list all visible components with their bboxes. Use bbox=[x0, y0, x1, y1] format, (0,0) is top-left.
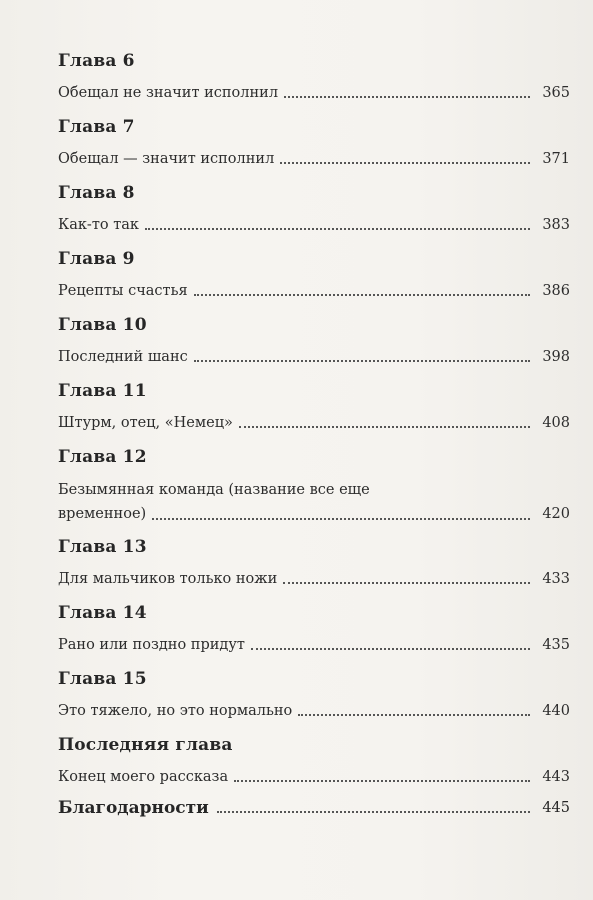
chapter-title: Штурм, отец, «Немец» bbox=[58, 415, 233, 431]
page-number: 445 bbox=[542, 800, 570, 816]
toc-chapter-15 bbox=[58, 668, 570, 734]
chapter-title-line-2: временное) bbox=[58, 506, 147, 522]
chapter-title: Рано или поздно придут bbox=[58, 637, 245, 653]
dot-leader bbox=[280, 162, 530, 164]
dot-leader bbox=[283, 582, 530, 584]
toc-chapter-12 bbox=[58, 446, 570, 536]
page-number: 371 bbox=[542, 151, 570, 167]
page-number: 443 bbox=[542, 769, 570, 785]
dot-leader bbox=[152, 518, 530, 520]
toc-entry-line-2 bbox=[58, 502, 570, 526]
acknowledgements-title: Благодарности bbox=[58, 798, 209, 818]
toc-chapter-14 bbox=[58, 602, 570, 668]
page-number: 386 bbox=[542, 283, 570, 299]
dot-leader bbox=[194, 360, 530, 362]
chapter-heading: Глава 7 bbox=[58, 117, 135, 137]
toc-chapter-6 bbox=[58, 50, 570, 116]
dot-leader bbox=[251, 648, 530, 650]
dot-leader bbox=[217, 811, 530, 813]
page-number: 408 bbox=[542, 415, 570, 431]
chapter-title: Обещал не значит исполнил bbox=[58, 85, 279, 101]
toc-entry bbox=[58, 478, 570, 526]
dot-leader bbox=[239, 426, 530, 428]
toc-entry bbox=[58, 346, 570, 368]
toc-entry bbox=[58, 766, 570, 788]
chapter-title: Это тяжело, но это нормально bbox=[58, 703, 293, 719]
page-number: 398 bbox=[542, 349, 570, 365]
dot-leader bbox=[145, 228, 530, 230]
chapter-heading: Глава 9 bbox=[58, 249, 135, 269]
chapter-title-line-1: Безымянная команда (название все еще bbox=[58, 482, 370, 498]
page-number: 365 bbox=[542, 85, 570, 101]
toc-entry bbox=[58, 700, 570, 722]
dot-leader bbox=[284, 96, 530, 98]
chapter-title: Как-то так bbox=[58, 217, 139, 233]
page-number: 383 bbox=[542, 217, 570, 233]
toc-chapter-10 bbox=[58, 314, 570, 380]
toc-entry bbox=[58, 568, 570, 590]
toc-chapter-13 bbox=[58, 536, 570, 602]
toc-acknowledgements bbox=[58, 796, 570, 820]
chapter-heading: Глава 11 bbox=[58, 381, 147, 401]
chapter-heading: Глава 15 bbox=[58, 669, 147, 689]
toc-entry bbox=[58, 634, 570, 656]
chapter-heading: Глава 6 bbox=[58, 51, 135, 71]
dot-leader bbox=[298, 714, 530, 716]
chapter-title: Обещал — значит исполнил bbox=[58, 151, 275, 167]
chapter-heading: Глава 12 bbox=[58, 447, 147, 467]
dot-leader bbox=[234, 780, 530, 782]
chapter-heading: Глава 14 bbox=[58, 603, 147, 623]
toc-entry bbox=[58, 148, 570, 170]
page-number: 420 bbox=[542, 506, 570, 522]
page-number: 433 bbox=[542, 571, 570, 587]
toc-entry bbox=[58, 82, 570, 104]
chapter-heading: Глава 13 bbox=[58, 537, 147, 557]
chapter-title: Рецепты счастья bbox=[58, 283, 188, 299]
chapter-title: Для мальчиков только ножи bbox=[58, 571, 278, 587]
toc-chapter-last bbox=[58, 734, 570, 800]
chapter-title: Конец моего рассказа bbox=[58, 769, 229, 785]
page-number: 435 bbox=[542, 637, 570, 653]
page-number: 440 bbox=[542, 703, 570, 719]
chapter-heading: Глава 10 bbox=[58, 315, 147, 335]
dot-leader bbox=[194, 294, 530, 296]
toc-chapter-7 bbox=[58, 116, 570, 182]
toc-chapter-9 bbox=[58, 248, 570, 314]
toc-chapter-11 bbox=[58, 380, 570, 446]
toc-entry bbox=[58, 280, 570, 302]
toc-entry bbox=[58, 412, 570, 434]
toc-entry bbox=[58, 214, 570, 236]
table-of-contents bbox=[58, 50, 570, 800]
chapter-heading: Последняя глава bbox=[58, 735, 233, 755]
toc-chapter-8 bbox=[58, 182, 570, 248]
chapter-heading: Глава 8 bbox=[58, 183, 135, 203]
chapter-title: Последний шанс bbox=[58, 349, 188, 365]
